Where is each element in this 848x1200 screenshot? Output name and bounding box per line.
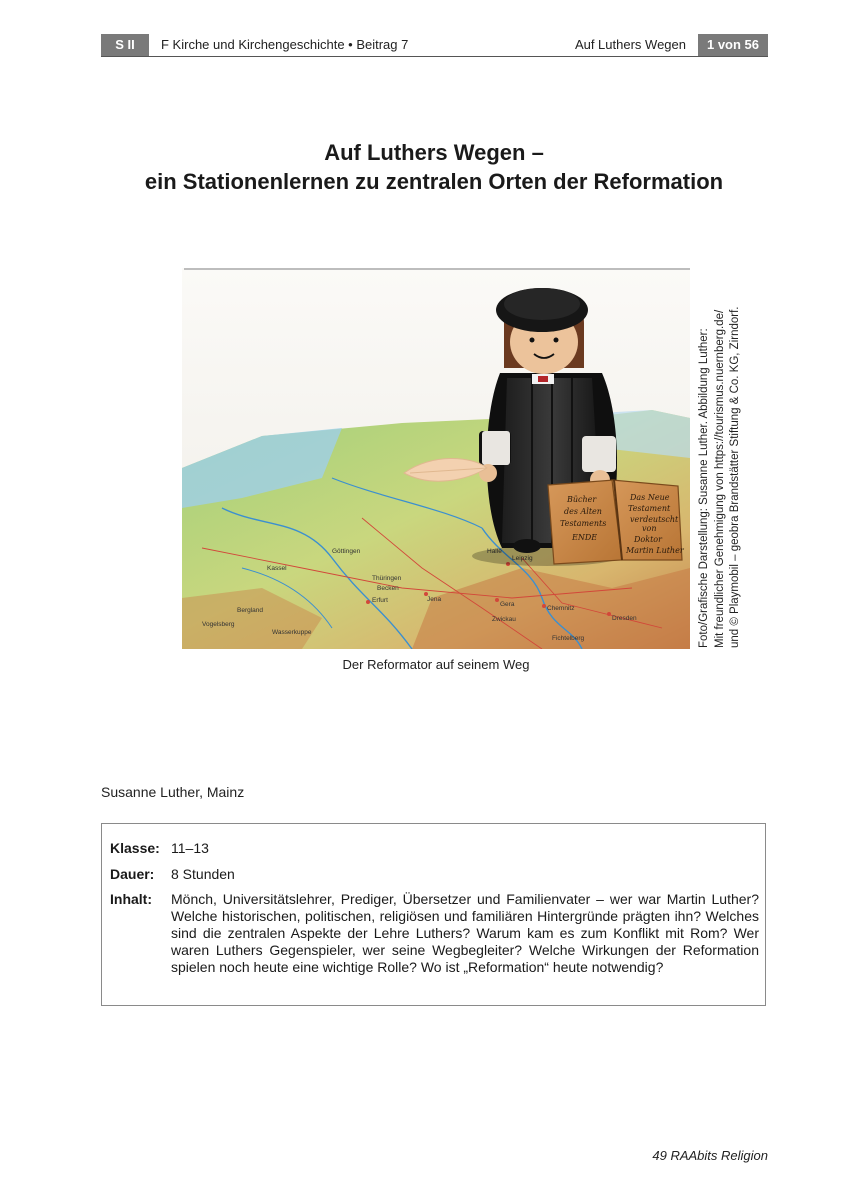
map-label: Gera [500,601,515,608]
photo-credit [697,278,744,648]
book-text: ENDE [572,533,598,542]
map-label: Vogelsberg [202,621,235,628]
book-text: Martin Luther [626,546,684,555]
book-text: von [642,524,657,533]
map-label: Chemnitz [547,605,575,612]
book-text: des Alten [564,507,602,516]
map-label: Zwickau [492,616,516,623]
inhalt-label: Inhalt: [110,891,152,907]
map-label: Erfurt [372,597,388,604]
level-badge: S II [101,34,149,56]
map-label: Bergland [237,607,264,614]
figure-caption: Der Reformator auf seinem Weg [342,657,530,672]
book-prop [548,480,685,564]
klasse-label: Klasse: [110,840,160,856]
book-text: Testaments [560,519,607,528]
topic-label: Auf Luthers Wegen [574,37,686,52]
credit-line: Mit freundlicher Genehmigung von https://tourismus.nuernberg.de/ [713,309,726,648]
page-counter: 1 von 56 [698,34,768,56]
author-line: Susanne Luther, Mainz [101,784,245,800]
section-label: F Kirche und Kirchengeschichte • Beitrag 7 [161,37,409,52]
map-label: Fichtelberg [552,635,585,642]
map-label: Wasserkuppe [272,629,312,636]
page-footer: 49 RAAbits Religion [652,1148,768,1163]
page-title [0,138,848,196]
book-text: Testament [628,504,671,513]
cover-photo [182,268,690,649]
map-label: Halle [487,548,502,555]
credit-line: Foto/Grafische Darstellung: Susanne Luther. Abbildung Luther: [698,328,710,648]
photo-illustration [182,268,690,649]
map-label: Thüringen [372,575,402,582]
book-text: Bücher [567,495,597,504]
klasse-value: 11–13 [171,840,209,856]
header-rule [101,56,768,57]
credit-line: und © Playmobil – geobra Brandstätter Stiftung & Co. KG, Zirndorf. [729,306,741,648]
dauer-label: Dauer: [110,866,155,882]
book-text: verdeutscht [630,515,679,524]
page-header [101,34,768,56]
map-label: Leipzig [512,555,533,562]
title-line-2: ein Stationenlernen zu zentralen Orten der Reformation [144,169,724,194]
map-label: Kassel [267,565,287,572]
dauer-value: 8 Stunden [171,866,235,882]
map-label: Göttingen [332,548,361,555]
book-text: Das Neue [630,493,670,502]
title-line-1: Auf Luthers Wegen – [324,140,544,165]
book-text: Doktor [634,535,662,544]
inhalt-value: Mönch, Universitätslehrer, Prediger, Übersetzer und Familienvater – wer war Martin Luther? Welche historischen, politischen, religiösen und familiären Hintergründe prägten ihn? Welches sind die zentralen Aspekte der Lehre Luthers? Warum kam es zum Konflikt mit Rom? Wer waren Luthers Gegenspieler, wer seine Wegbegleiter? Welche Wirkungen der Reformation spielen noch heute eine wichtige Rolle? Wo ist „Reformation“ heute notwendig? [171,891,759,975]
info-box [101,823,766,1006]
map-label: Dresden [612,615,637,622]
map-label: Becken [377,585,399,592]
map-label: Jena [427,596,442,603]
